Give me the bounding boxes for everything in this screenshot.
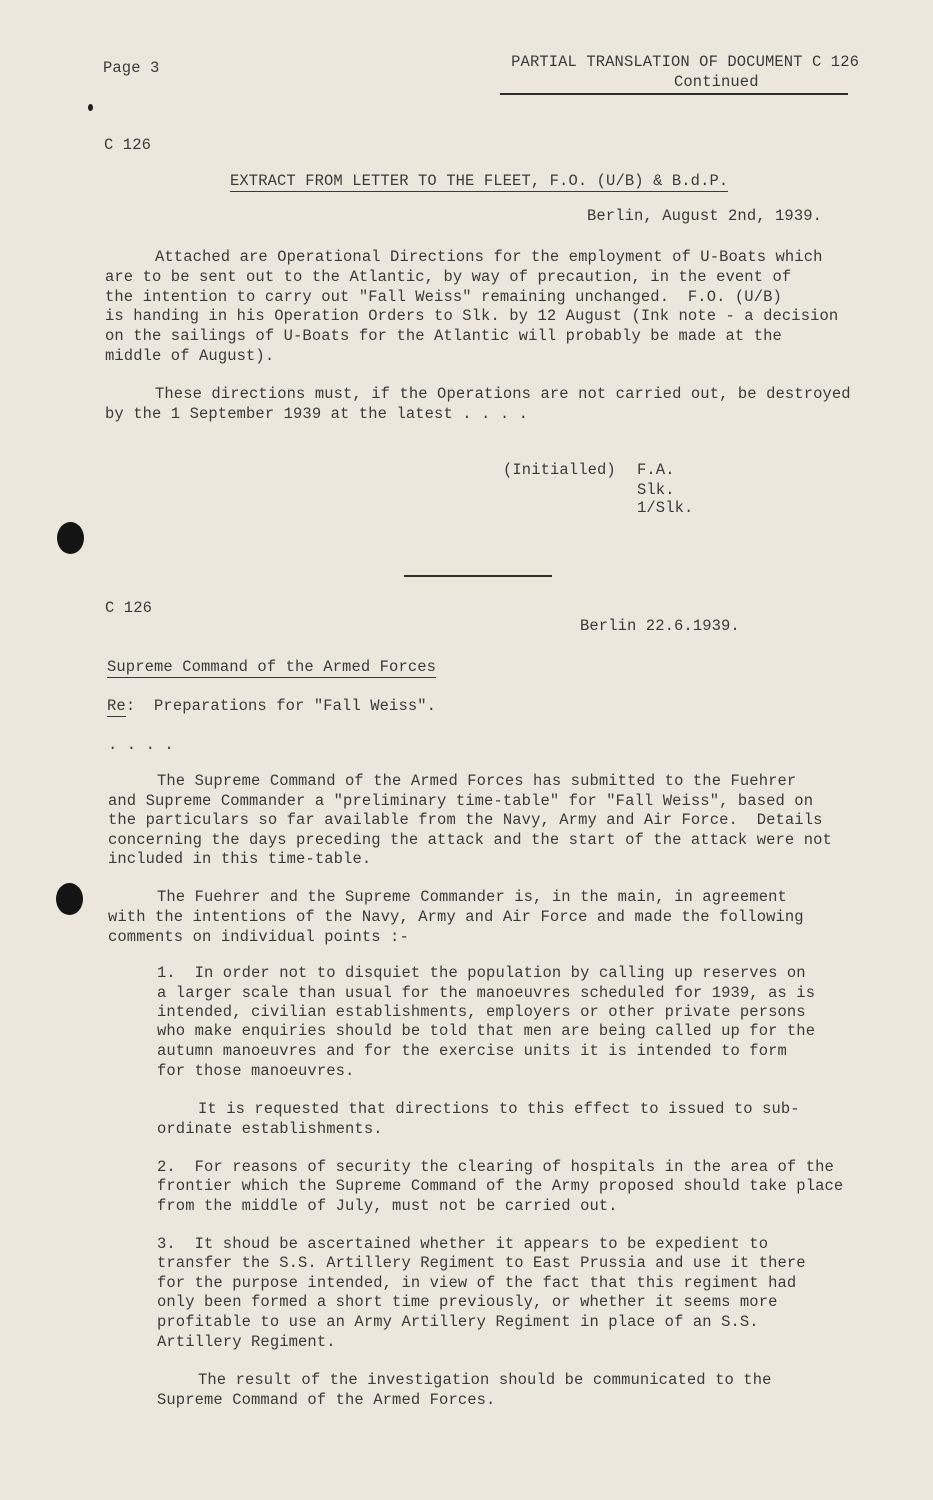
text-line: a larger scale than usual for the manoeuvres scheduled for 1939, as is bbox=[157, 984, 816, 1002]
text-line: ordinate establishments. bbox=[157, 1120, 383, 1138]
text-line: included in this time-table. bbox=[108, 850, 372, 868]
section-divider bbox=[404, 575, 552, 577]
text-line: 3. It shoud be ascertained whether it appears to be expedient to bbox=[157, 1235, 769, 1253]
doc-ref-1: C 126 bbox=[104, 136, 152, 154]
initial-line: 1/Slk. bbox=[637, 499, 694, 517]
order-heading-text: Supreme Command of the Armed Forces bbox=[107, 658, 437, 676]
text-line: These directions must, if the Operations are not carried out, be destroyed bbox=[155, 385, 851, 403]
text-line: and Supreme Commander a "preliminary time-table" for "Fall Weiss", based on bbox=[108, 792, 814, 810]
text-line: the particulars so far available from the Navy, Army and Air Force. Details bbox=[108, 811, 823, 829]
document-title: PARTIAL TRANSLATION OF DOCUMENT C 126 bbox=[511, 53, 859, 71]
extract-heading-text: EXTRACT FROM LETTER TO THE FLEET, F.O. (U/B) & B.d.P. bbox=[230, 172, 729, 190]
text-line: from the middle of July, must not be carried out. bbox=[157, 1197, 618, 1215]
re-label: Re bbox=[107, 697, 126, 715]
text-line: for those manoeuvres. bbox=[157, 1062, 355, 1080]
ink-mark bbox=[88, 104, 93, 111]
text-line: Artillery Regiment. bbox=[157, 1333, 336, 1351]
initial-line: F.A. bbox=[637, 461, 675, 479]
text-line: transfer the S.S. Artillery Regiment to East Prussia and use it there bbox=[157, 1254, 806, 1272]
text-line: The Supreme Command of the Armed Forces has submitted to the Fuehrer bbox=[157, 772, 797, 790]
ellipsis: . . . . bbox=[108, 736, 174, 754]
text-line: who make enquiries should be told that men are being called up for the bbox=[157, 1022, 816, 1040]
text-line: for the purpose intended, in view of the fact that this regiment had bbox=[157, 1274, 797, 1292]
order-heading bbox=[107, 658, 436, 678]
initial-line: Slk. bbox=[637, 481, 675, 499]
text-line: on the sailings of U-Boats for the Atlantic will probably be made at the bbox=[105, 327, 782, 345]
text-line: intended, civilian establishments, employers or other private persons bbox=[157, 1003, 806, 1021]
text-line: Attached are Operational Directions for the employment of U-Boats which bbox=[155, 248, 823, 266]
doc-ref-2: C 126 bbox=[105, 599, 153, 617]
letter-date: Berlin, August 2nd, 1939. bbox=[587, 207, 823, 225]
text-line: are to be sent out to the Atlantic, by way of precaution, in the event of bbox=[105, 268, 792, 286]
text-line: The result of the investigation should be communicated to the bbox=[198, 1371, 772, 1389]
text-line: only been formed a short time previously, or whether it seems more bbox=[157, 1293, 778, 1311]
re-line bbox=[107, 697, 436, 717]
order-date: Berlin 22.6.1939. bbox=[580, 617, 740, 635]
text-line: It is requested that directions to this effect to issued to sub- bbox=[198, 1100, 800, 1118]
text-line: autumn manoeuvres and for the exercise units it is intended to form bbox=[157, 1042, 787, 1060]
text-line: comments on individual points :- bbox=[108, 928, 409, 946]
header-rule bbox=[500, 93, 848, 95]
continued-label: Continued bbox=[674, 73, 759, 91]
text-line: by the 1 September 1939 at the latest . . . . bbox=[105, 405, 529, 423]
punch-hole bbox=[57, 522, 84, 554]
text-line: Supreme Command of the Armed Forces. bbox=[157, 1391, 496, 1409]
page-label: Page 3 bbox=[103, 59, 160, 77]
text-line: frontier which the Supreme Command of the Army proposed should take place bbox=[157, 1177, 844, 1195]
initialled-label: (Initialled) bbox=[503, 461, 616, 479]
text-line: profitable to use an Army Artillery Regiment in place of an S.S. bbox=[157, 1313, 759, 1331]
text-line: is handing in his Operation Orders to Slk. by 12 August (Ink note - a decision bbox=[105, 307, 839, 325]
re-subject: : Preparations for "Fall Weiss". bbox=[125, 697, 437, 715]
punch-hole bbox=[56, 883, 83, 915]
text-line: 2. For reasons of security the clearing of hospitals in the area of the bbox=[157, 1158, 834, 1176]
text-line: middle of August). bbox=[105, 347, 275, 365]
text-line: with the intentions of the Navy, Army and Air Force and made the following bbox=[108, 908, 804, 926]
text-line: concerning the days preceding the attack and the start of the attack were not bbox=[108, 831, 832, 849]
text-line: 1. In order not to disquiet the population by calling up reserves on bbox=[157, 964, 806, 982]
text-line: the intention to carry out "Fall Weiss" remaining unchanged. F.O. (U/B) bbox=[105, 288, 782, 306]
extract-heading bbox=[230, 172, 728, 192]
text-line: The Fuehrer and the Supreme Commander is, in the main, in agreement bbox=[157, 888, 787, 906]
